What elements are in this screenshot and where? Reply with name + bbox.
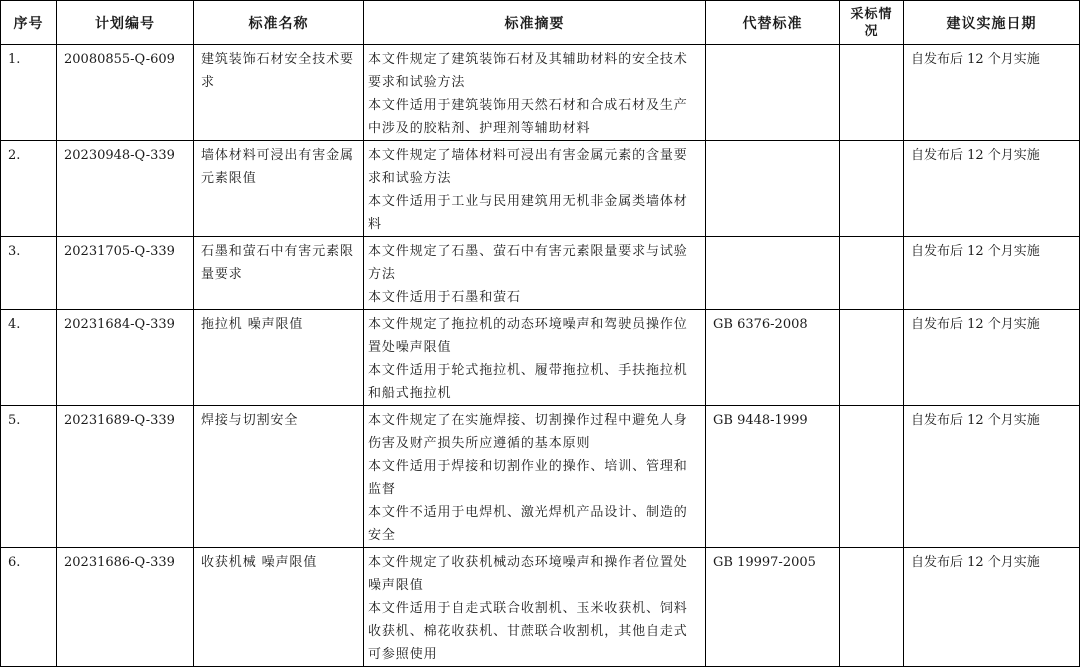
row-replaces: [706, 45, 839, 48]
row-adoption: [840, 237, 903, 240]
row-seq: 2.: [8, 148, 21, 163]
abstract-paragraph: 本文件规定了收获机械动态环境噪声和操作者位置处噪声限值: [368, 555, 688, 593]
row-abstract: [364, 406, 705, 547]
table-row: [1, 141, 1080, 237]
row-standard-name: 拖拉机 噪声限值: [201, 317, 304, 332]
row-date: 自发布后 12 个月实施: [911, 555, 1040, 570]
row-standard-name: 焊接与切割安全: [201, 413, 299, 428]
row-abstract: [364, 310, 705, 405]
row-plan-no: 20230948-Q-339: [64, 148, 175, 163]
row-seq: 5.: [8, 413, 21, 428]
row-date: 自发布后 12 个月实施: [911, 413, 1040, 428]
row-date: 自发布后 12 个月实施: [911, 317, 1040, 332]
row-replaces: GB 9448-1999: [713, 413, 808, 428]
table-row: [1, 310, 1080, 406]
row-date: 自发布后 12 个月实施: [911, 244, 1040, 259]
row-abstract: [364, 237, 705, 309]
row-abstract: [364, 45, 705, 140]
row-abstract: [364, 141, 705, 236]
row-plan-no: 20231705-Q-339: [64, 244, 175, 259]
row-standard-name: 墙体材料可浸出有害金属元素限值: [201, 148, 354, 186]
row-standard-name: 石墨和萤石中有害元素限量要求: [201, 244, 354, 282]
row-abstract: [364, 548, 705, 666]
abstract-paragraph: 本文件适用于自走式联合收割机、玉米收获机、饲料收获机、棉花收获机、甘蔗联合收割机，其他自走式可参照使用: [368, 601, 688, 662]
header-replaces: 代替标准: [706, 1, 840, 45]
row-date: 自发布后 12 个月实施: [911, 148, 1040, 163]
abstract-paragraph: 本文件适用于工业与民用建筑用无机非金属类墙体材料: [368, 194, 688, 232]
row-adoption: [840, 548, 903, 551]
abstract-paragraph: 本文件适用于石墨和萤石: [368, 290, 521, 305]
row-standard-name: 建筑装饰石材安全技术要求: [201, 52, 354, 90]
row-adoption: [840, 141, 903, 144]
row-adoption: [840, 45, 903, 48]
table-header-row: [1, 1, 1080, 45]
header-date: 建议实施日期: [904, 1, 1080, 45]
row-replaces: [706, 141, 839, 144]
abstract-paragraph: 本文件适用于建筑装饰用天然石材和合成石材及生产中涉及的胶粘剂、护理剂等辅助材料: [368, 98, 688, 136]
abstract-paragraph: 本文件规定了墙体材料可浸出有害金属元素的含量要求和试验方法: [368, 148, 688, 186]
abstract-paragraph: 本文件适用于焊接和切割作业的操作、培训、管理和监督: [368, 459, 688, 497]
row-seq: 3.: [8, 244, 21, 259]
abstract-paragraph: 本文件规定了在实施焊接、切割操作过程中避免人身伤害及财产损失所应遵循的基本原则: [368, 413, 688, 451]
abstract-paragraph: 本文件适用于轮式拖拉机、履带拖拉机、手扶拖拉机和船式拖拉机: [368, 363, 688, 401]
row-seq: 4.: [8, 317, 21, 332]
row-replaces: GB 6376-2008: [713, 317, 808, 332]
row-adoption: [840, 406, 903, 409]
row-seq: 6.: [8, 555, 21, 570]
header-name: 标准名称: [194, 1, 364, 45]
header-adoption: 采标情况: [840, 1, 904, 45]
row-replaces: GB 19997-2005: [713, 555, 816, 570]
row-adoption: [840, 310, 903, 313]
table-row: [1, 237, 1080, 310]
row-plan-no: 20231686-Q-339: [64, 555, 175, 570]
row-standard-name: 收获机械 噪声限值: [201, 555, 318, 570]
abstract-paragraph: 本文件规定了拖拉机的动态环境噪声和驾驶员操作位置处噪声限值: [368, 317, 688, 355]
table-row: [1, 406, 1080, 548]
abstract-paragraph: 本文件不适用于电焊机、激光焊机产品设计、制造的安全: [368, 505, 688, 543]
header-abstract: 标准摘要: [364, 1, 706, 45]
row-replaces: [706, 237, 839, 240]
header-seq: 序号: [1, 1, 57, 45]
table-row: [1, 548, 1080, 667]
row-date: 自发布后 12 个月实施: [911, 52, 1040, 67]
abstract-paragraph: 本文件规定了石墨、萤石中有害元素限量要求与试验方法: [368, 244, 688, 282]
row-seq: 1.: [8, 52, 21, 67]
abstract-paragraph: 本文件规定了建筑装饰石材及其辅助材料的安全技术要求和试验方法: [368, 52, 688, 90]
row-plan-no: 20231689-Q-339: [64, 413, 175, 428]
row-plan-no: 20231684-Q-339: [64, 317, 175, 332]
header-plan-no: 计划编号: [57, 1, 194, 45]
row-plan-no: 20080855-Q-609: [64, 52, 175, 67]
table-row: [1, 45, 1080, 141]
